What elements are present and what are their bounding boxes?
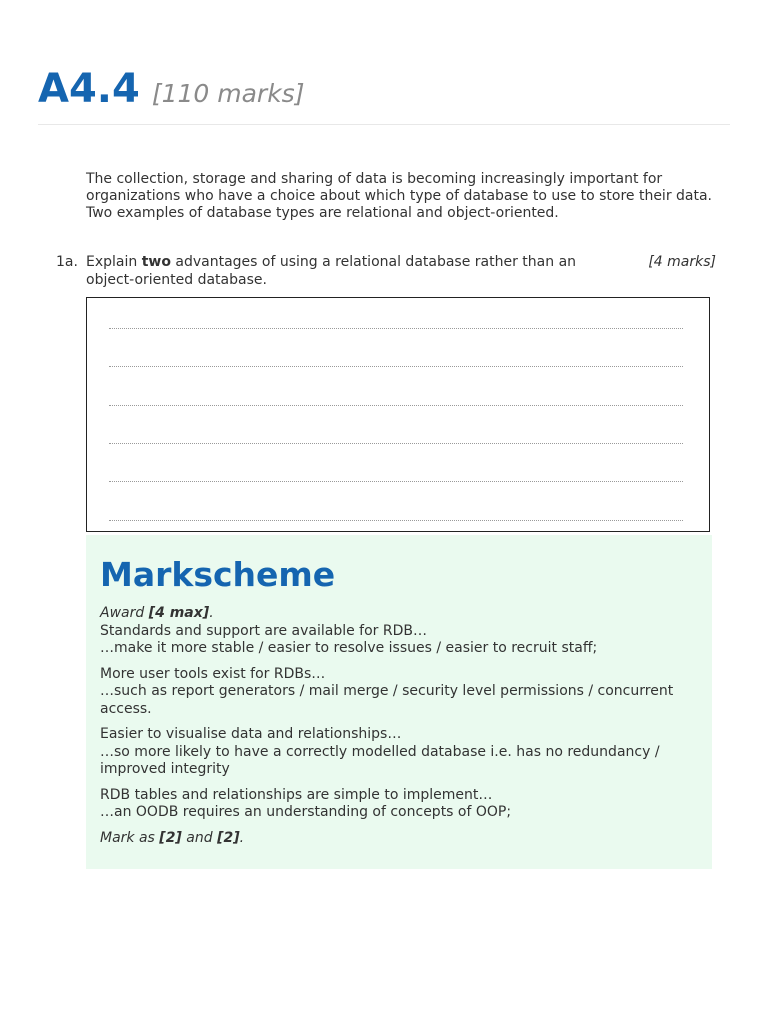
markscheme-panel	[86, 535, 712, 869]
markscheme-point: RDB tables and relationships are simple to implement… …an OODB requires an understanding of concepts of OOP;	[100, 786, 512, 820]
question-code: A4.4	[38, 66, 140, 112]
question-text: Explain two advantages of using a relational database rather than an object-oriented database.	[86, 254, 577, 288]
total-marks: [110 marks]	[151, 79, 305, 108]
markscheme-point: More user tools exist for RDBs… …such as report generators / mail merge / security level permissions / concurrent access.	[100, 665, 674, 717]
question-emphasis: two	[141, 254, 171, 270]
answer-line[interactable]	[109, 520, 683, 521]
answer-line[interactable]	[109, 481, 683, 482]
question-number: 1a.	[56, 254, 78, 270]
mark-as-line: Mark as [2] and [2].	[100, 829, 245, 846]
answer-line[interactable]	[109, 328, 683, 329]
header-divider	[38, 124, 730, 125]
markscheme-title: Markscheme	[100, 555, 336, 594]
answer-line[interactable]	[109, 405, 683, 406]
question-marks: [4 marks]	[648, 254, 716, 270]
page-header	[38, 66, 730, 112]
answer-line[interactable]	[109, 366, 683, 367]
award-line: Award [4 max].	[100, 605, 214, 621]
intro-text: The collection, storage and sharing of data is becoming increasingly important for organizations who have a choice about which type of database to use to store their data. Two examples of database types are relational and object-oriented.	[86, 171, 713, 221]
answer-box[interactable]	[86, 297, 710, 532]
answer-line[interactable]	[109, 443, 683, 444]
markscheme-point: Standards and support are available for RDB… …make it more stable / easier to resolve issues / easier to recruit staff;	[100, 622, 598, 656]
markscheme-point: Easier to visualise data and relationships… …so more likely to have a correctly modelled database i.e. has no redundancy / improved integrity	[100, 726, 660, 777]
